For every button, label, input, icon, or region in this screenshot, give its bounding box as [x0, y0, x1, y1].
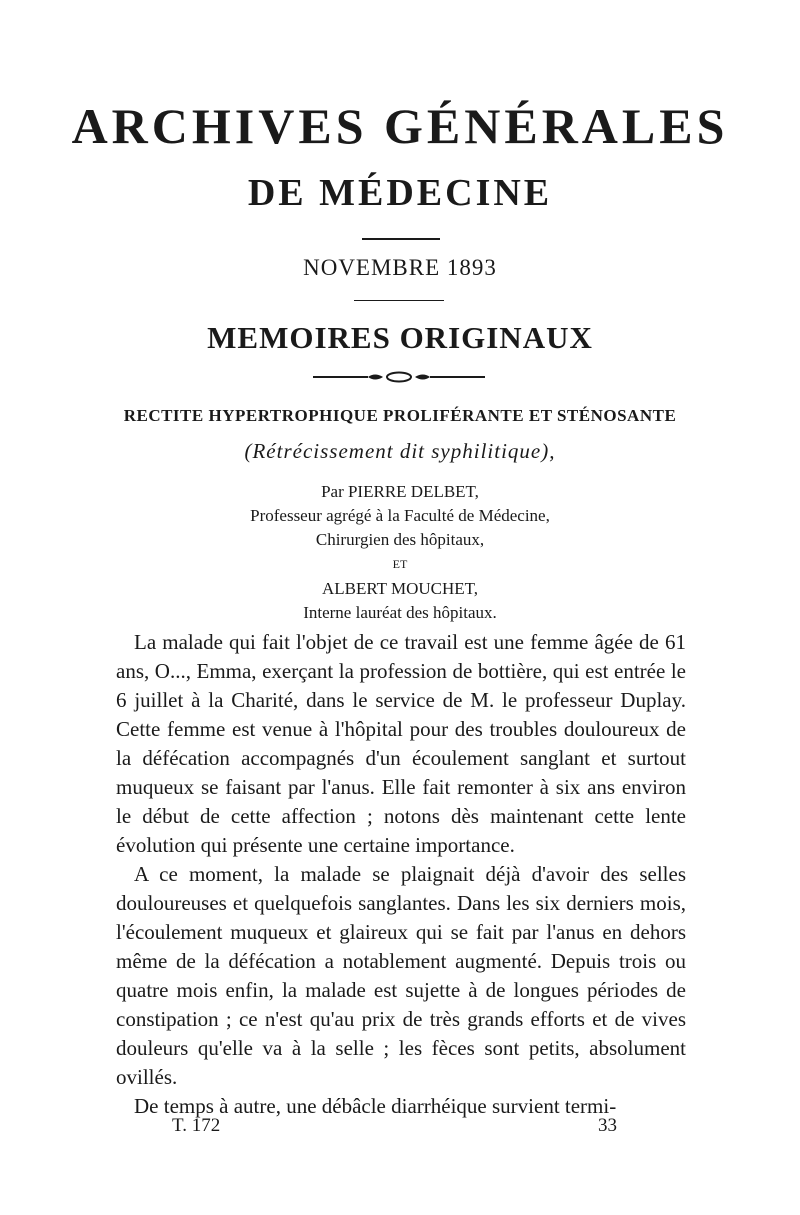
paragraph: De temps à autre, une débâcle diarrhéique survient termi-	[134, 1094, 617, 1118]
paragraph: A ce moment, la malade se plaignait déjà d'avoir des selles douloureuses et quelquefois sanglantes. Dans les six derniers mois, l'écoulement muqueux et glaireux qui se fait par l'anus en dehors même de la défécation a notablement augmenté. Depuis trois ou quatre mois enfin, la malade est sujette à de longues périodes de constipation ; ce n'est qu'au prix de très grands efforts et de vives douleurs qu'elle va à la selle ; les fèces sont petits, absolument ovillés.	[116, 862, 686, 1089]
author1-title: Chirurgien des hôpitaux,	[315, 530, 485, 549]
author2-title: Interne lauréat des hôpitaux.	[303, 603, 497, 622]
article-subtitle: (Rétrécissement dit syphilitique),	[244, 439, 556, 463]
section-title: MEMOIRES ORIGINAUX	[207, 320, 593, 355]
journal-subtitle: DE MÉDECINE	[247, 172, 553, 214]
page-number: 33	[598, 1115, 617, 1136]
article-body	[116, 628, 686, 1121]
journal-title: ARCHIVES GÉNÉRALES	[71, 98, 729, 154]
author1-title: Professeur agrégé à la Faculté de Médecine,	[250, 506, 550, 525]
issue-date: NOVEMBRE 1893	[303, 255, 497, 280]
ornament-divider-icon	[313, 370, 485, 384]
divider-rule	[354, 300, 444, 301]
divider-rule	[362, 238, 440, 240]
article-title: RECTITE HYPERTROPHIQUE PROLIFÉRANTE ET STÉNOSANTE	[123, 406, 677, 425]
author1-byline: Par PIERRE DELBET,	[321, 482, 479, 501]
author-conjunction: ET	[392, 557, 408, 571]
volume-number: T. 172	[172, 1115, 221, 1136]
paragraph: La malade qui fait l'objet de ce travail est une femme âgée de 61 ans, O..., Emma, exerçant la profession de bottière, qui est entrée le 6 juillet à la Charité, dans le service de M. le professeur Duplay. Cette femme est venue à l'hôpital pour des troubles douloureux de la défécation accompagnés d'un écoulement sanglant et surtout muqueux se faisant par l'anus. Elle fait remonter à six ans environ le début de cette affection ; notons dès maintenant cette lente évolution qui présente une certaine importance.	[116, 630, 686, 857]
author2-name: ALBERT MOUCHET,	[321, 579, 479, 598]
